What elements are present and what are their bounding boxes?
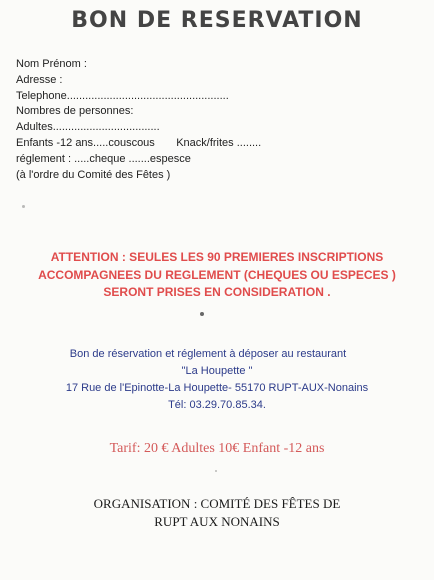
scan-speckle	[200, 312, 204, 316]
attention-line: SERONT PRISES EN CONSIDERATION .	[103, 285, 331, 299]
restaurant-name: "La Houpette "	[181, 365, 253, 377]
phone-field-label: Telephone.....................................................	[16, 89, 229, 102]
restaurant-phone: Tél: 03.29.70.85.34.	[168, 399, 266, 411]
name-field-label: Nom Prénom :	[16, 58, 87, 70]
restaurant-address: 17 Rue de l'Epinotte-La Houpette- 55170 RUPT-AUX-Nonains	[65, 382, 369, 394]
attention-line: ACCOMPAGNEES DU REGLEMENT (CHEQUES OU ESPECES )	[38, 267, 396, 282]
address-field-label: Adresse :	[16, 73, 63, 86]
page-title: BON DE RESERVATION	[71, 8, 363, 33]
people-count-label: Nombres de personnes:	[16, 105, 134, 118]
scan-speckle	[215, 470, 217, 472]
attention-line: ATTENTION : SEULES LES 90 PREMIERES INSCRIPTIONS	[50, 250, 384, 264]
organisation-line: ORGANISATION : COMITÉ DES FÊTES DE	[93, 496, 341, 511]
organisation-line: RUPT AUX NONAINS	[154, 514, 280, 529]
attention-notice	[0, 249, 434, 302]
reservation-form	[16, 57, 261, 183]
organisation-block	[0, 495, 434, 531]
price-line: Tarif: 20 € Adultes 10€ Enfant -12 ans	[109, 441, 325, 456]
deposit-line: Bon de réservation et réglement à déposer au restaurant	[69, 348, 347, 360]
deposit-info	[0, 346, 434, 414]
children-field-label: Enfants -12 ans.....couscous Knack/frites ........	[16, 136, 262, 149]
adults-field-label: Adultes...................................	[16, 121, 160, 134]
scan-speckle	[22, 205, 25, 208]
payee-note: (à l'ordre du Comité des Fêtes )	[16, 168, 171, 181]
payment-field-label: réglement : .....cheque .......espesce	[16, 152, 191, 165]
